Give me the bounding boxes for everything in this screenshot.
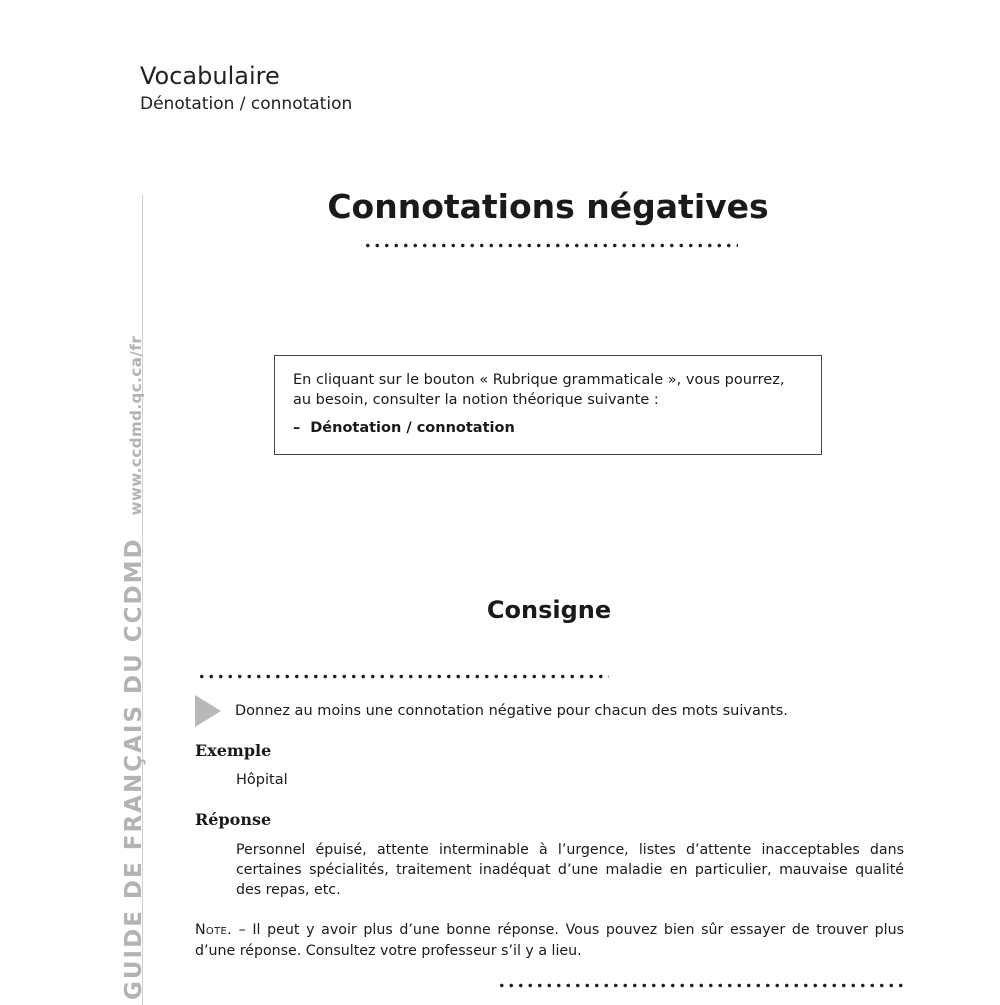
note-paragraph xyxy=(195,920,904,962)
section-title: Vocabulaire xyxy=(140,62,280,90)
info-box xyxy=(274,355,822,455)
sidebar-brand: GUIDE DE FRANÇAIS DU CCDMD xyxy=(121,537,147,1000)
page-title: Connotations négatives xyxy=(327,187,769,226)
info-box-bullet xyxy=(293,418,803,438)
info-box-intro-line-1: En cliquant sur le bouton « Rubrique grammaticale », vous pourrez, xyxy=(293,372,785,388)
section-header xyxy=(140,60,352,116)
bottom-dotted-divider xyxy=(497,983,905,988)
consigne-dotted-divider xyxy=(197,674,609,679)
answer-heading: Réponse xyxy=(195,810,272,829)
instruction-row xyxy=(195,695,915,727)
instruction-text: Donnez au moins une connotation négative pour chacun des mots suivants. xyxy=(235,703,788,719)
note-text: – Il peut y avoir plus d’une bonne réponse. Vous pouvez bien sûr essayer de trouver plus d’une réponse. Consultez votre professeur s’il y a lieu. xyxy=(195,922,904,959)
note-label: Note. xyxy=(195,922,232,938)
answer-text: Personnel épuisé, attente interminable à l’urgence, listes d’attente inacceptables dans certaines spécialités, traitement inadéquat d’une maladie en particulier, mauvaise qualité des repas, etc. xyxy=(236,842,904,898)
sidebar-vertical-text xyxy=(121,336,147,1000)
title-dotted-divider xyxy=(363,243,738,248)
play-arrow-icon xyxy=(195,695,221,727)
consigne-heading: Consigne xyxy=(486,596,612,624)
section-subtitle: Dénotation / connotation xyxy=(140,94,353,114)
grammar-topic-link[interactable]: Dénotation / connotation xyxy=(310,420,515,436)
bullet-dash: – xyxy=(293,420,301,436)
example-heading: Exemple xyxy=(195,741,272,760)
example-word: Hôpital xyxy=(236,772,288,788)
sidebar-url-link[interactable]: www.ccdmd.qc.ca/fr xyxy=(127,335,145,516)
info-box-intro-line-2: au besoin, consulter la notion théorique suivante : xyxy=(293,392,659,408)
